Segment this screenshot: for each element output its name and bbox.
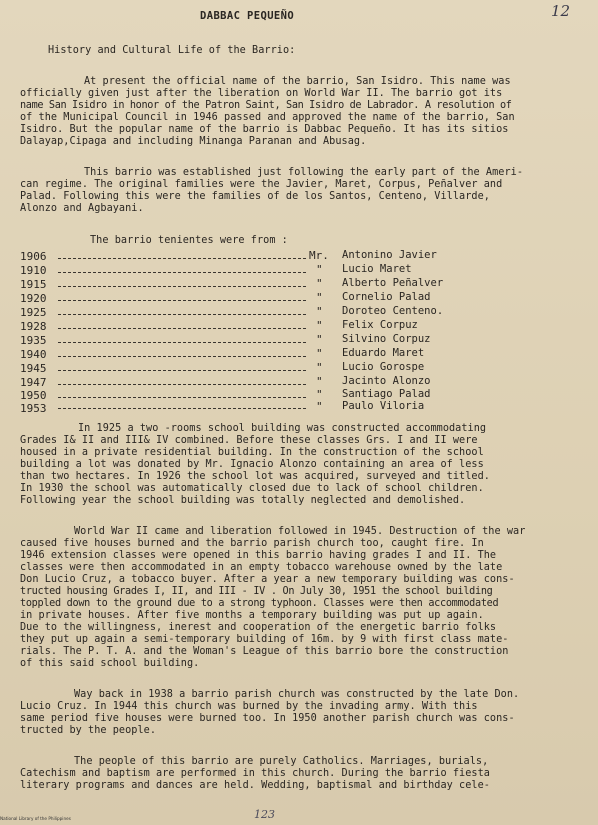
teniente-name: Eduardo Maret <box>342 347 425 359</box>
dash-leader <box>58 384 306 385</box>
teniente-name: Lucio Maret <box>342 263 412 275</box>
teniente-year: 1945 <box>20 362 47 375</box>
teniente-name: Paulo Viloria <box>342 400 425 412</box>
text-line: Dalayap,Cipaga and including Minanga Paranan and Abusag. <box>20 136 367 147</box>
teniente-name: Santiago Palad <box>342 388 431 400</box>
teniente-mark: Mr. <box>309 249 329 262</box>
text-line: Following year the school building was totally neglected and demolished. <box>20 495 466 506</box>
teniente-mark: " <box>316 291 323 304</box>
teniente-name: Lucio Gorospe <box>342 361 425 373</box>
text-line: Due to the willingness, inerest and cooperation of the energetic barrio folks <box>20 622 497 633</box>
teniente-year: 1935 <box>20 334 47 347</box>
text-line: classes were then accommodated in an empty tobacco warehouse owned by the late <box>20 562 503 573</box>
text-line: building a lot was donated by Mr. Ignacio Alonzo containing an area of less <box>20 459 484 470</box>
teniente-year: 1950 <box>20 389 47 402</box>
teniente-year: 1953 <box>20 402 47 415</box>
teniente-year: 1906 <box>20 250 47 263</box>
page-number: 12 <box>551 2 571 20</box>
section-heading: History and Cultural Life of the Barrio: <box>48 45 296 56</box>
text-line: of the Municipal Council in 1946 passed and approved the name of the barrio, San <box>20 112 515 123</box>
teniente-name: Silvino Corpuz <box>342 333 431 345</box>
text-line: caused five houses burned and the barrio parish church too, caught fire. In <box>20 538 484 549</box>
teniente-name: Cornelio Palad <box>342 291 431 303</box>
dash-leader <box>58 286 306 287</box>
teniente-year: 1915 <box>20 278 47 291</box>
teniente-mark: " <box>316 400 323 413</box>
text-line: In 1925 a two -rooms school building was constructed accommodating <box>78 423 487 434</box>
tenientes-intro: The barrio tenientes were from : <box>90 235 288 246</box>
dash-leader <box>58 342 306 343</box>
text-line: Isidro. But the popular name of the barrio is Dabbac Pequeño. It has its sitios <box>20 124 509 135</box>
document-title: DABBAC PEQUEÑO <box>200 10 295 22</box>
teniente-mark: " <box>316 263 323 276</box>
teniente-name: Antonino Javier <box>342 249 437 261</box>
teniente-mark: " <box>316 361 323 374</box>
teniente-mark: " <box>316 333 323 346</box>
teniente-year: 1940 <box>20 348 47 361</box>
text-line: rials. The P. T. A. and the Woman's League of this barrio bore the construction <box>20 646 509 657</box>
text-line: Alonzo and Agbayani. <box>20 203 144 214</box>
teniente-mark: " <box>316 347 323 360</box>
dash-leader <box>58 314 306 315</box>
teniente-year: 1925 <box>20 306 47 319</box>
text-line: Way back in 1938 a barrio parish church was constructed by the late Don. <box>74 689 520 700</box>
text-line: Grades I& II and III& IV combined. Before these classes Grs. I and II were <box>20 435 478 446</box>
text-line: of this said school building. <box>20 658 200 669</box>
text-line: same period five houses were burned too. In 1950 another parish church was cons- <box>20 713 515 724</box>
text-line: Don Lucio Cruz, a tobacco buyer. After a year a new temporary building was cons- <box>20 574 515 585</box>
text-line: Palad. Following this were the families of de los Santos, Centeno, Villarde, <box>20 191 490 202</box>
text-line: tructed by the people. <box>20 725 157 736</box>
text-line: 1946 extension classes were opened in this barrio having grades I and II. The <box>20 550 497 561</box>
text-line: than two hectares. In 1926 the school lot was acquired, surveyed and titled. <box>20 471 490 482</box>
dash-leader <box>58 356 306 357</box>
text-line: In 1930 the school was automatically closed due to lack of school children. <box>20 483 484 494</box>
dash-leader <box>58 370 306 371</box>
library-footer: National Library of the Philippines <box>0 816 71 821</box>
text-line: officially given just after the liberation on World War II. The barrio got its <box>20 88 503 99</box>
teniente-mark: " <box>316 319 323 332</box>
teniente-year: 1920 <box>20 292 47 305</box>
text-line: At present the official name of the barrio, San Isidro. This name was <box>84 76 511 87</box>
teniente-year: 1928 <box>20 320 47 333</box>
text-line: literary programs and dances are held. Wedding, baptismal and birthday cele- <box>20 780 490 791</box>
text-line: toppled down to the ground due to a strong typhoon. Classes were then accommodated <box>20 598 499 609</box>
text-line: Catechism and baptism are performed in this church. During the barrio fiesta <box>20 768 490 779</box>
dash-leader <box>58 328 306 329</box>
text-line: they put up again a semi-temporary building of 16m. by 9 with first class mate- <box>20 634 509 645</box>
teniente-name: Jacinto Alonzo <box>342 375 431 387</box>
text-line: housed in a private residential building. In the construction of the school <box>20 447 484 458</box>
text-line: World War II came and liberation followed in 1945. Destruction of the war <box>74 526 526 537</box>
dash-leader <box>58 300 306 301</box>
teniente-year: 1910 <box>20 264 47 277</box>
text-line: The people of this barrio are purely Catholics. Marriages, burials, <box>74 756 489 767</box>
text-line: in private houses. After five months a temporary building was put up again. <box>20 610 484 621</box>
text-line: tructed housing Grades I, II, and III - IV . On July 30, 1951 the school building <box>20 586 493 597</box>
text-line: This barrio was established just following the early part of the Ameri- <box>84 167 524 178</box>
teniente-year: 1947 <box>20 376 47 389</box>
teniente-mark: " <box>316 375 323 388</box>
teniente-mark: " <box>316 277 323 290</box>
text-line: name San Isidro in honor of the Patron Saint, San Isidro de Labrador. A resolution of <box>20 100 512 111</box>
text-line: can regime. The original families were the Javier, Maret, Corpus, Peñalver and <box>20 179 503 190</box>
dash-leader <box>58 408 306 409</box>
dash-leader <box>58 272 306 273</box>
dash-leader <box>58 258 306 259</box>
teniente-name: Alberto Peñalver <box>342 277 444 289</box>
teniente-name: Doroteo Centeno. <box>342 305 444 317</box>
teniente-mark: " <box>316 305 323 318</box>
text-line: Lucio Cruz. In 1944 this church was burned by the invading army. With this <box>20 701 478 712</box>
dash-leader <box>58 397 306 398</box>
teniente-name: Felix Corpuz <box>342 319 418 331</box>
teniente-mark: " <box>316 388 323 401</box>
handwritten-number: 123 <box>254 808 275 821</box>
